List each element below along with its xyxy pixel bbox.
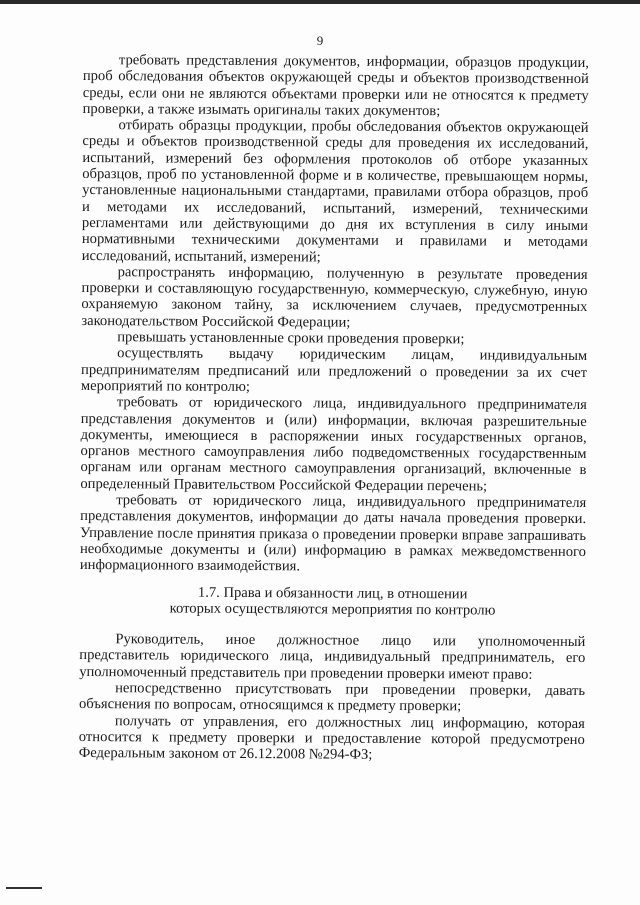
section-heading-line: 1.7. Права и обязанности лиц, в отношении bbox=[197, 584, 468, 602]
page-number: 9 bbox=[316, 33, 324, 48]
section-heading bbox=[80, 583, 586, 619]
paragraph: осуществлять выдачу юридическим лицам, индивидуальным предпринимателям предписаний или предложений о проведении за их счет мероприятий по контролю; bbox=[80, 345, 588, 395]
document-body bbox=[79, 52, 589, 765]
paragraph: распространять информацию, полученную в результате проведения проверки и составляющую государственную, коммерческую, служебную, иную охраняемую законом тайну, за исключением случаев, предусмотренных законодательством Российской Федерации; bbox=[81, 264, 588, 331]
paragraph: отбирать образцы продукции, пробы обследования объектов окружающей среды и объектов производственной среды для проведения их исследований, испытаний, измерений без оформления протоколов об отборе указанных образцов, проб по установленной форме и в количестве, превышающем нормы, установленные национальными стандартами, правилами отбора образцов, проб и методами их исследований, испытаний, измерений, техническими регламентами или действующими до дня их вступления в силу иными нормативными техническими документами и правилами и методами исследований, испытаний, измерений; bbox=[81, 117, 589, 266]
section-heading-line: которых осуществляются мероприятия по контролю bbox=[169, 600, 496, 619]
paragraph: требовать от юридического лица, индивидуального предпринимателя представления документов и (или) информации, включая разрешительные документы, имеющиеся в распоряжении иных государственных органов, органов местного самоуправления либо подведомственных государственным органам или органам местного самоуправления организаций, включенные в определенный Правительством Российской Федерации перечень; bbox=[80, 394, 587, 495]
paragraph: непосредственно присутствовать при проведении проверки, давать объяснения по вопросам, относящимся к предмету проверки; bbox=[78, 680, 586, 715]
paragraph: требовать от юридического лица, индивидуального предпринимателя представления документов, информации до даты начала проведения проверки. Управление после принятия приказа о проведении проверки вправе запрашивать необходимые документы и (или) информацию в рамках межведомственного информационного взаимодействия. bbox=[79, 492, 587, 575]
paragraph: требовать представления документов, информации, образцов продукции, проб обследования объектов окружающей среды и объектов производственной среды, если они не являются объектами проверки или не относятся к предмету проверки, а также изымать оригиналы таких документов; bbox=[82, 52, 589, 120]
paragraph: получать от управления, его должностных лиц информацию, которая относится к предмету проверки и предоставление которой предусмотрено Федеральным законом от 26.12.2008 №294-ФЗ; bbox=[78, 712, 585, 763]
top-edge-rule bbox=[0, 0, 640, 4]
paragraph: превышать установленные сроки проведения проверки; bbox=[117, 329, 465, 348]
scan-edge-mark bbox=[6, 887, 42, 889]
paragraph: Руководитель, иное должностное лицо или уполномоченный представитель юридического лица, индивидуальный предприниматель, его уполномоченный представитель при проведении проверки имеют право: bbox=[79, 631, 586, 683]
